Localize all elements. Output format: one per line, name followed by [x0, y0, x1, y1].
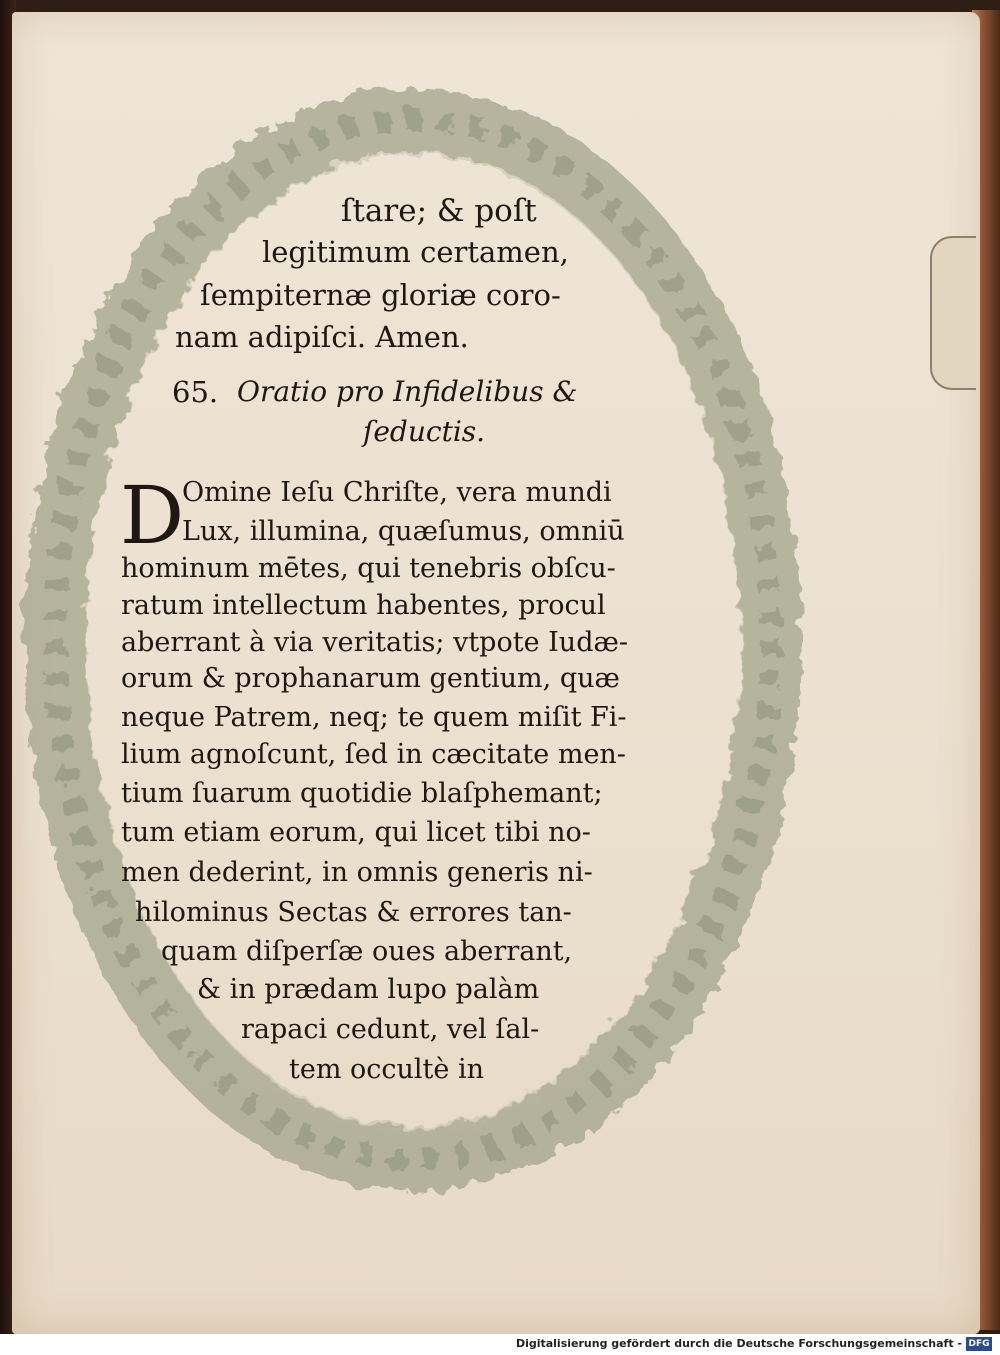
text-line: rapaci cedunt, vel ſal- [241, 1014, 540, 1045]
text-line: tem occultè in [289, 1054, 484, 1085]
dfg-logo: DFG [966, 1337, 992, 1351]
text-line: Lux, illumina, quæſumus, omniū [182, 516, 625, 547]
text-line: Omine Ieſu Chriſte, vera mundi [182, 477, 612, 508]
text-line: orum & prophanarum gentium, quæ [121, 663, 620, 694]
digitization-credit: Digitalisierung gefördert durch die Deutsche Forschungsgemeinschaft - [515, 1337, 962, 1350]
text-line: quam diſperſæ oues aberrant, [161, 936, 573, 967]
text-line: ſempiternæ gloriæ coro- [200, 278, 561, 312]
text-line: hilominus Sectas & errores tan- [135, 897, 572, 928]
drop-capital: D [120, 469, 185, 562]
text-line: hominum mētes, qui tenebris obſcu- [121, 553, 616, 584]
text-line: tium ſuarum quotidie blaſphemant; [121, 778, 603, 809]
text-line: men dederint, in omnis generis ni- [121, 857, 593, 888]
text-line: ſtare; & poſt [341, 193, 537, 229]
text-line: ratum intellectum habentes, procul [121, 590, 606, 621]
text-line: aberrant à via veritatis; vtpote Iudæ- [121, 627, 628, 658]
text-line: neque Patrem, neq; te quem miſit Fi- [121, 702, 627, 733]
prayer-number: 65. [172, 375, 219, 409]
prayer-heading: Oratio pro Infidelibus & [237, 375, 578, 408]
text-line: tum etiam eorum, qui licet tibi no- [121, 817, 591, 848]
prayer-heading: ſeductis. [363, 415, 486, 448]
text-line: nam adipiſci. Amen. [175, 320, 469, 354]
text-line: legitimum certamen, [262, 235, 569, 269]
text-line: lium agnoſcunt, ſed in cæcitate men- [121, 739, 626, 770]
text-line: & in prædam lupo palàm [197, 974, 540, 1005]
